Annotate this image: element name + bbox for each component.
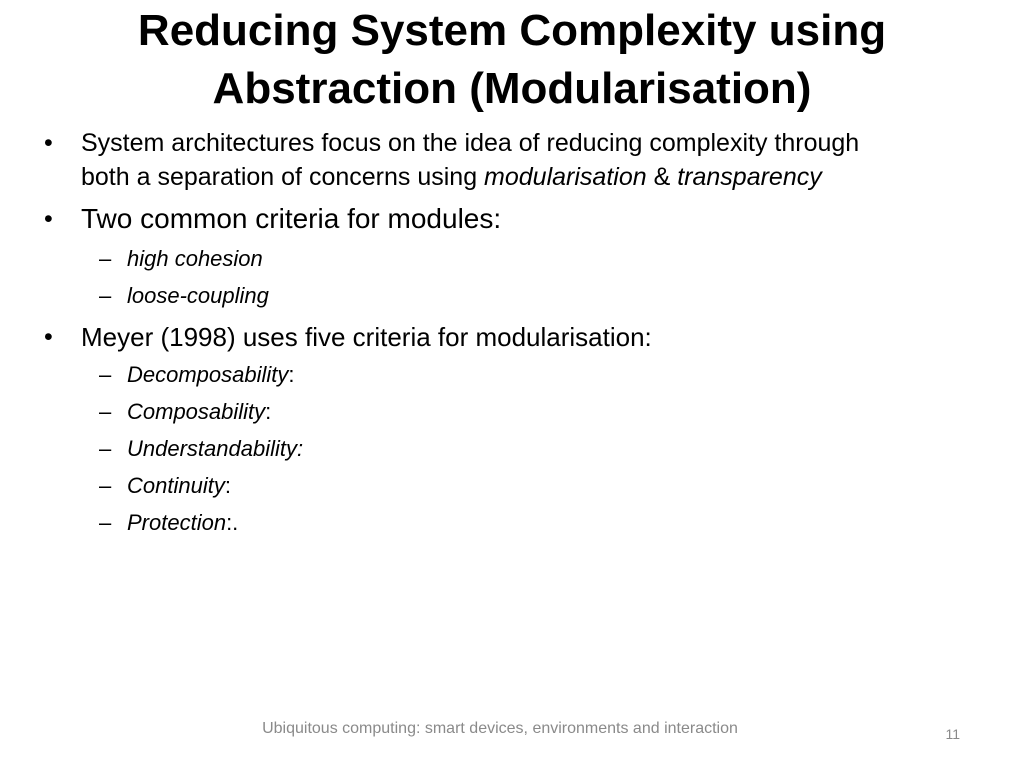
subitem-high-cohesion — [44, 240, 984, 277]
dash-marker: – — [99, 246, 112, 271]
title-line-2: Abstraction (Modularisation) — [212, 64, 812, 113]
slide-title — [40, 2, 984, 118]
slide-footer: Ubiquitous computing: smart devices, environments and interaction — [262, 720, 738, 737]
subitem-text: Understandability: — [127, 436, 304, 461]
bullet-text: Two common criteria for modules: — [81, 203, 502, 234]
dash-marker: – — [99, 362, 112, 387]
bullet-text-line-1: System architectures focus on the idea of reducing complexity through — [81, 129, 860, 157]
term-modularisation: modularisation — [484, 163, 647, 191]
subitem-understandability — [44, 430, 984, 467]
bullet-marker: • — [44, 323, 53, 351]
subitem-text: Protection — [127, 510, 227, 535]
bullet-marker: • — [44, 205, 53, 233]
subitem-text: Continuity — [127, 473, 225, 498]
dash-marker: – — [99, 283, 112, 308]
slide-content — [44, 126, 984, 541]
subitem-loose-coupling — [44, 277, 984, 314]
subitem-continuity — [44, 467, 984, 504]
subitem-text: Decomposability — [127, 362, 289, 387]
bullet-architectures — [44, 126, 984, 194]
subitem-suffix: : — [265, 399, 272, 424]
dash-marker: – — [99, 436, 112, 461]
dash-marker: – — [99, 399, 112, 424]
ampersand-text: & — [646, 163, 678, 191]
subitem-suffix: : — [288, 362, 295, 387]
bullet-criteria-modules — [44, 202, 984, 236]
subitem-composability — [44, 393, 984, 430]
dash-marker: – — [99, 473, 112, 498]
bullet-text: Meyer (1998) uses five criteria for modularisation: — [81, 322, 652, 352]
subitem-decomposability — [44, 356, 984, 393]
subitem-text: Composability — [127, 399, 266, 424]
dash-marker: – — [99, 510, 112, 535]
subitem-suffix: : — [224, 473, 231, 498]
subitem-suffix: :. — [226, 510, 239, 535]
subitem-text: high cohesion — [127, 246, 263, 271]
subitem-text: loose-coupling — [127, 283, 269, 308]
bullet-text-line-2: both a separation of concerns using — [81, 163, 485, 191]
bullet-meyer-criteria — [44, 320, 984, 354]
term-transparency: transparency — [677, 163, 822, 191]
bullet-marker: • — [44, 129, 53, 157]
page-number: 11 — [945, 726, 960, 742]
title-line-1: Reducing System Complexity using — [137, 6, 887, 55]
subitem-protection — [44, 504, 984, 541]
